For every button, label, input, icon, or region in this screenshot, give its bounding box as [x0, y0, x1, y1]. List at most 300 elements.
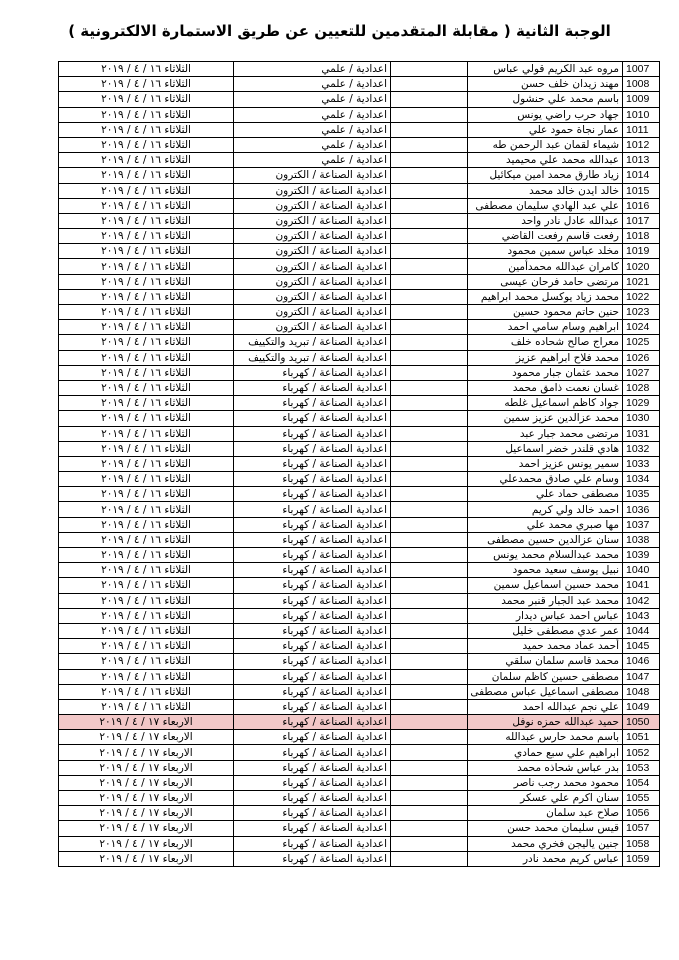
interview-date: الثلاثاء ١٦ / ٤ / ٢٠١٩: [59, 669, 234, 684]
table-row: [59, 62, 660, 77]
applicant-name: غسان نعمت ذامق محمد: [468, 380, 623, 395]
applicant-name: سنان عزالدين حسين مصطفى: [468, 532, 623, 547]
applicant-name: باسم محمد حارس عبدالله: [468, 730, 623, 745]
blank-cell: [391, 517, 468, 532]
applicant-name: باسم محمد علي حنشول: [468, 92, 623, 107]
qualification: اعدادية الصناعة / كهرباء: [234, 775, 391, 790]
applicant-name: مهند زيدان خلف حسن: [468, 77, 623, 92]
interview-date: الثلاثاء ١٦ / ٤ / ٢٠١٩: [59, 639, 234, 654]
qualification: اعدادية الصناعة / الكترون: [234, 183, 391, 198]
row-number: 1034: [623, 472, 660, 487]
blank-cell: [391, 335, 468, 350]
applicant-name: مها صبري محمد علي: [468, 517, 623, 532]
table-row: [59, 396, 660, 411]
qualification: اعدادية الصناعة / كهرباء: [234, 426, 391, 441]
row-number: 1049: [623, 699, 660, 714]
interview-date: الثلاثاء ١٦ / ٤ / ٢٠١٩: [59, 578, 234, 593]
row-number: 1018: [623, 229, 660, 244]
table-row: [59, 760, 660, 775]
table-row: [59, 137, 660, 152]
applicant-name: شيماء لقمان عبد الرحمن طه: [468, 137, 623, 152]
qualification: اعدادية الصناعة / الكترون: [234, 274, 391, 289]
blank-cell: [391, 791, 468, 806]
blank-cell: [391, 699, 468, 714]
interview-date: الثلاثاء ١٦ / ٤ / ٢٠١٩: [59, 274, 234, 289]
qualification: اعدادية / علمي: [234, 92, 391, 107]
interview-date: الاربعاء ١٧ / ٤ / ٢٠١٩: [59, 745, 234, 760]
interview-date: الثلاثاء ١٦ / ٤ / ٢٠١٩: [59, 456, 234, 471]
table-row: [59, 791, 660, 806]
blank-cell: [391, 806, 468, 821]
row-number: 1022: [623, 289, 660, 304]
blank-cell: [391, 380, 468, 395]
qualification: اعدادية / علمي: [234, 62, 391, 77]
applicant-name: مصطفى اسماعيل عباس مصطفى: [468, 684, 623, 699]
qualification: اعدادية الصناعة / كهرباء: [234, 380, 391, 395]
blank-cell: [391, 563, 468, 578]
row-number: 1039: [623, 548, 660, 563]
row-number: 1007: [623, 62, 660, 77]
applicant-name: مصطفى حسين كاظم سلمان: [468, 669, 623, 684]
blank-cell: [391, 456, 468, 471]
table-row: [59, 441, 660, 456]
interview-date: الاربعاء ١٧ / ٤ / ٢٠١٩: [59, 851, 234, 866]
qualification: اعدادية الصناعة / كهرباء: [234, 365, 391, 380]
blank-cell: [391, 836, 468, 851]
blank-cell: [391, 350, 468, 365]
applicant-name: جواد كاظم اسماعيل غلطه: [468, 396, 623, 411]
qualification: اعدادية الصناعة / كهرباء: [234, 760, 391, 775]
interview-date: الثلاثاء ١٦ / ٤ / ٢٠١٩: [59, 107, 234, 122]
blank-cell: [391, 639, 468, 654]
row-number: 1014: [623, 168, 660, 183]
interview-date: الاربعاء ١٧ / ٤ / ٢٠١٩: [59, 821, 234, 836]
interview-date: الاربعاء ١٧ / ٤ / ٢٠١٩: [59, 760, 234, 775]
interview-date: الثلاثاء ١٦ / ٤ / ٢٠١٩: [59, 153, 234, 168]
row-number: 1019: [623, 244, 660, 259]
table-row: [59, 456, 660, 471]
qualification: اعدادية الصناعة / كهرباء: [234, 411, 391, 426]
qualification: اعدادية الصناعة / كهرباء: [234, 487, 391, 502]
blank-cell: [391, 654, 468, 669]
qualification: اعدادية الصناعة / كهرباء: [234, 684, 391, 699]
qualification: اعدادية الصناعة / كهرباء: [234, 593, 391, 608]
blank-cell: [391, 532, 468, 547]
qualification: اعدادية الصناعة / كهرباء: [234, 396, 391, 411]
row-number: 1024: [623, 320, 660, 335]
applicant-name: عباس كريم محمد نادر: [468, 851, 623, 866]
applicant-name: مروه عبد الكريم قولي عباس: [468, 62, 623, 77]
qualification: اعدادية الصناعة / كهرباء: [234, 851, 391, 866]
row-number: 1009: [623, 92, 660, 107]
applicant-name: هادي قلندر خضر اسماعيل: [468, 441, 623, 456]
interview-date: الثلاثاء ١٦ / ٤ / ٢٠١٩: [59, 532, 234, 547]
blank-cell: [391, 760, 468, 775]
applicant-name: سمير يونس عزيز احمد: [468, 456, 623, 471]
interview-date: الثلاثاء ١٦ / ٤ / ٢٠١٩: [59, 198, 234, 213]
applicant-name: أحمد عماد محمد حميد: [468, 639, 623, 654]
qualification: اعدادية الصناعة / الكترون: [234, 320, 391, 335]
interview-date: الثلاثاء ١٦ / ٤ / ٢٠١٩: [59, 92, 234, 107]
interview-date: الثلاثاء ١٦ / ٤ / ٢٠١٩: [59, 441, 234, 456]
blank-cell: [391, 107, 468, 122]
applicant-name: حنين حاتم محمود حسين: [468, 305, 623, 320]
qualification: اعدادية الصناعة / الكترون: [234, 259, 391, 274]
blank-cell: [391, 821, 468, 836]
row-number: 1010: [623, 107, 660, 122]
table-row: [59, 623, 660, 638]
blank-cell: [391, 502, 468, 517]
applicant-name: حميد عبدالله حمزه نوفل: [468, 715, 623, 730]
interview-date: الثلاثاء ١٦ / ٤ / ٢٠١٩: [59, 62, 234, 77]
blank-cell: [391, 168, 468, 183]
table-row: [59, 775, 660, 790]
blank-cell: [391, 62, 468, 77]
row-number: 1038: [623, 532, 660, 547]
row-number: 1052: [623, 745, 660, 760]
blank-cell: [391, 745, 468, 760]
row-number: 1017: [623, 213, 660, 228]
interview-date: الثلاثاء ١٦ / ٤ / ٢٠١٩: [59, 548, 234, 563]
blank-cell: [391, 715, 468, 730]
interview-date: الثلاثاء ١٦ / ٤ / ٢٠١٩: [59, 77, 234, 92]
applicant-name: محمد عزالدين عزيز سمين: [468, 411, 623, 426]
table-row: [59, 730, 660, 745]
interview-date: الثلاثاء ١٦ / ٤ / ٢٠١٩: [59, 684, 234, 699]
table-row: [59, 274, 660, 289]
blank-cell: [391, 548, 468, 563]
interview-date: الثلاثاء ١٦ / ٤ / ٢٠١٩: [59, 259, 234, 274]
table-row: [59, 851, 660, 866]
table-row: [59, 608, 660, 623]
table-row: [59, 168, 660, 183]
row-number: 1013: [623, 153, 660, 168]
applicants-table: [58, 61, 660, 867]
interview-date: الثلاثاء ١٦ / ٤ / ٢٠١٩: [59, 122, 234, 137]
interview-date: الثلاثاء ١٦ / ٤ / ٢٠١٩: [59, 517, 234, 532]
table-row: [59, 593, 660, 608]
applicant-name: عباس احمد عباس ديدار: [468, 608, 623, 623]
table-row: [59, 198, 660, 213]
qualification: اعدادية الصناعة / كهرباء: [234, 532, 391, 547]
row-number: 1012: [623, 137, 660, 152]
interview-date: الثلاثاء ١٦ / ٤ / ٢٠١٩: [59, 593, 234, 608]
applicants-table-body: [59, 62, 660, 867]
applicant-name: عمر عدي مصطفى خليل: [468, 623, 623, 638]
applicant-name: وسام علي صادق محمدعلي: [468, 472, 623, 487]
applicant-name: محمد زياد يوكسل محمد ابراهيم: [468, 289, 623, 304]
applicant-name: خالد ايدن خالد محمد: [468, 183, 623, 198]
row-number: 1030: [623, 411, 660, 426]
page-title: الوجبة الثانية ( مقابلة المتقدمين للتعيين عن طريق الاستمارة الالكترونية ): [68, 22, 611, 40]
interview-date: الثلاثاء ١٦ / ٤ / ٢٠١٩: [59, 350, 234, 365]
qualification: اعدادية / علمي: [234, 122, 391, 137]
table-row: [59, 578, 660, 593]
table-row: [59, 229, 660, 244]
row-number: 1054: [623, 775, 660, 790]
qualification: اعدادية الصناعة / كهرباء: [234, 730, 391, 745]
row-number: 1020: [623, 259, 660, 274]
applicant-name: عبدالله عادل نادر واحد: [468, 213, 623, 228]
blank-cell: [391, 441, 468, 456]
row-number: 1041: [623, 578, 660, 593]
blank-cell: [391, 487, 468, 502]
qualification: اعدادية الصناعة / كهرباء: [234, 806, 391, 821]
qualification: اعدادية الصناعة / الكترون: [234, 289, 391, 304]
qualification: اعدادية الصناعة / كهرباء: [234, 472, 391, 487]
row-number: 1031: [623, 426, 660, 441]
applicant-name: مصطفى حماد علي: [468, 487, 623, 502]
table-row: [59, 380, 660, 395]
qualification: اعدادية الصناعة / كهرباء: [234, 456, 391, 471]
row-number: 1045: [623, 639, 660, 654]
interview-date: الثلاثاء ١٦ / ٤ / ٢٠١٩: [59, 487, 234, 502]
blank-cell: [391, 623, 468, 638]
row-number: 1033: [623, 456, 660, 471]
interview-date: الثلاثاء ١٦ / ٤ / ٢٠١٩: [59, 563, 234, 578]
table-row: [59, 92, 660, 107]
interview-date: الثلاثاء ١٦ / ٤ / ٢٠١٩: [59, 396, 234, 411]
blank-cell: [391, 122, 468, 137]
row-number: 1058: [623, 836, 660, 851]
interview-date: الثلاثاء ١٦ / ٤ / ٢٠١٩: [59, 168, 234, 183]
applicant-name: رفعت قاسم رفعت القاضي: [468, 229, 623, 244]
interview-date: الثلاثاء ١٦ / ٤ / ٢٠١٩: [59, 213, 234, 228]
blank-cell: [391, 472, 468, 487]
applicant-name: علي نجم عبدالله احمد: [468, 699, 623, 714]
qualification: اعدادية الصناعة / تبريد والتكييف: [234, 350, 391, 365]
blank-cell: [391, 77, 468, 92]
table-row: [59, 153, 660, 168]
row-number: 1035: [623, 487, 660, 502]
row-number: 1029: [623, 396, 660, 411]
applicant-name: بدر عباس شحاذه محمد: [468, 760, 623, 775]
qualification: اعدادية الصناعة / كهرباء: [234, 715, 391, 730]
table-row: [59, 289, 660, 304]
applicant-name: صلاح عبد سلمان: [468, 806, 623, 821]
blank-cell: [391, 244, 468, 259]
row-number: 1011: [623, 122, 660, 137]
qualification: اعدادية الصناعة / كهرباء: [234, 623, 391, 638]
blank-cell: [391, 851, 468, 866]
row-number: 1015: [623, 183, 660, 198]
table-row: [59, 426, 660, 441]
table-row: [59, 684, 660, 699]
qualification: اعدادية الصناعة / كهرباء: [234, 502, 391, 517]
interview-date: الاربعاء ١٧ / ٤ / ٢٠١٩: [59, 806, 234, 821]
applicant-name: معراج صالح شحاده خلف: [468, 335, 623, 350]
row-number: 1042: [623, 593, 660, 608]
interview-date: الثلاثاء ١٦ / ٤ / ٢٠١٩: [59, 183, 234, 198]
blank-cell: [391, 305, 468, 320]
row-number: 1044: [623, 623, 660, 638]
table-row: [59, 806, 660, 821]
interview-date: الثلاثاء ١٦ / ٤ / ٢٠١٩: [59, 472, 234, 487]
table-row: [59, 244, 660, 259]
row-number: 1021: [623, 274, 660, 289]
applicant-name: جهاد حرب راضي يونس: [468, 107, 623, 122]
applicant-name: كامران عبدالله محمدأمين: [468, 259, 623, 274]
interview-date: الاربعاء ١٧ / ٤ / ٢٠١٩: [59, 836, 234, 851]
row-number: 1055: [623, 791, 660, 806]
blank-cell: [391, 229, 468, 244]
row-number: 1051: [623, 730, 660, 745]
table-row: [59, 517, 660, 532]
qualification: اعدادية الصناعة / كهرباء: [234, 608, 391, 623]
table-row: [59, 821, 660, 836]
blank-cell: [391, 593, 468, 608]
table-row: [59, 122, 660, 137]
table-row: [59, 669, 660, 684]
row-number: 1027: [623, 365, 660, 380]
table-row-highlighted: [59, 715, 660, 730]
table-row: [59, 77, 660, 92]
applicant-name: عمار نجاة حمود علي: [468, 122, 623, 137]
interview-date: الثلاثاء ١٦ / ٤ / ٢٠١٩: [59, 411, 234, 426]
row-number: 1016: [623, 198, 660, 213]
applicant-name: زياد طارق محمد امين ميكائيل: [468, 168, 623, 183]
applicant-name: مرتضى حامد فرحان عيسى: [468, 274, 623, 289]
qualification: اعدادية الصناعة / كهرباء: [234, 517, 391, 532]
blank-cell: [391, 274, 468, 289]
interview-date: الثلاثاء ١٦ / ٤ / ٢٠١٩: [59, 335, 234, 350]
blank-cell: [391, 92, 468, 107]
qualification: اعدادية / علمي: [234, 137, 391, 152]
interview-date: الثلاثاء ١٦ / ٤ / ٢٠١٩: [59, 608, 234, 623]
row-number: 1008: [623, 77, 660, 92]
blank-cell: [391, 198, 468, 213]
row-number: 1025: [623, 335, 660, 350]
blank-cell: [391, 259, 468, 274]
row-number: 1053: [623, 760, 660, 775]
row-number: 1043: [623, 608, 660, 623]
table-row: [59, 213, 660, 228]
applicant-name: مخلد عباس سمين محمود: [468, 244, 623, 259]
interview-date: الثلاثاء ١٦ / ٤ / ٢٠١٩: [59, 137, 234, 152]
interview-date: الثلاثاء ١٦ / ٤ / ٢٠١٩: [59, 502, 234, 517]
table-row: [59, 563, 660, 578]
blank-cell: [391, 183, 468, 198]
table-row: [59, 183, 660, 198]
qualification: اعدادية الصناعة / كهرباء: [234, 578, 391, 593]
blank-cell: [391, 213, 468, 228]
qualification: اعدادية الصناعة / الكترون: [234, 168, 391, 183]
blank-cell: [391, 684, 468, 699]
applicant-name: احمد خالد ولي كريم: [468, 502, 623, 517]
row-number: 1023: [623, 305, 660, 320]
blank-cell: [391, 153, 468, 168]
interview-date: الثلاثاء ١٦ / ٤ / ٢٠١٩: [59, 623, 234, 638]
table-row: [59, 320, 660, 335]
interview-date: الثلاثاء ١٦ / ٤ / ٢٠١٩: [59, 229, 234, 244]
qualification: اعدادية الصناعة / الكترون: [234, 229, 391, 244]
qualification: اعدادية الصناعة / تبريد والتكييف: [234, 335, 391, 350]
applicant-name: نبيل يوسف سعيد محمود: [468, 563, 623, 578]
qualification: اعدادية الصناعة / كهرباء: [234, 669, 391, 684]
table-row: [59, 350, 660, 365]
table-row: [59, 745, 660, 760]
applicant-name: محمد عثمان جبار محمود: [468, 365, 623, 380]
table-row: [59, 639, 660, 654]
row-number: 1059: [623, 851, 660, 866]
table-row: [59, 107, 660, 122]
table-row: [59, 365, 660, 380]
qualification: اعدادية الصناعة / الكترون: [234, 244, 391, 259]
qualification: اعدادية الصناعة / الكترون: [234, 198, 391, 213]
blank-cell: [391, 137, 468, 152]
row-number: 1036: [623, 502, 660, 517]
applicant-name: عبدالله محمد علي محيميد: [468, 153, 623, 168]
interview-date: الثلاثاء ١٦ / ٤ / ٢٠١٩: [59, 320, 234, 335]
blank-cell: [391, 289, 468, 304]
applicant-name: ابراهيم علي سبع حمادي: [468, 745, 623, 760]
row-number: 1040: [623, 563, 660, 578]
table-row: [59, 305, 660, 320]
table-row: [59, 654, 660, 669]
interview-date: الثلاثاء ١٦ / ٤ / ٢٠١٩: [59, 654, 234, 669]
interview-date: الاربعاء ١٧ / ٤ / ٢٠١٩: [59, 775, 234, 790]
row-number: 1046: [623, 654, 660, 669]
table-row: [59, 699, 660, 714]
qualification: اعدادية الصناعة / كهرباء: [234, 548, 391, 563]
qualification: اعدادية الصناعة / الكترون: [234, 305, 391, 320]
blank-cell: [391, 320, 468, 335]
qualification: اعدادية / علمي: [234, 107, 391, 122]
applicant-name: علي عبد الهادي سليمان مصطفى: [468, 198, 623, 213]
applicant-name: محمد عبدالسلام محمد يونس: [468, 548, 623, 563]
qualification: اعدادية الصناعة / كهرباء: [234, 654, 391, 669]
applicant-name: قيس سليمان محمد حسن: [468, 821, 623, 836]
interview-date: الاربعاء ١٧ / ٤ / ٢٠١٩: [59, 791, 234, 806]
qualification: اعدادية / علمي: [234, 153, 391, 168]
blank-cell: [391, 730, 468, 745]
interview-date: الاربعاء ١٧ / ٤ / ٢٠١٩: [59, 715, 234, 730]
qualification: اعدادية / علمي: [234, 77, 391, 92]
applicant-name: محمد حسين اسماعيل سمين: [468, 578, 623, 593]
table-row: [59, 548, 660, 563]
row-number: 1050: [623, 715, 660, 730]
interview-date: الثلاثاء ١٦ / ٤ / ٢٠١٩: [59, 305, 234, 320]
row-number: 1057: [623, 821, 660, 836]
row-number: 1028: [623, 380, 660, 395]
blank-cell: [391, 578, 468, 593]
applicant-name: مرتضى محمد جبار عبد: [468, 426, 623, 441]
interview-date: الثلاثاء ١٦ / ٤ / ٢٠١٩: [59, 289, 234, 304]
row-number: 1056: [623, 806, 660, 821]
qualification: اعدادية الصناعة / كهرباء: [234, 639, 391, 654]
applicant-name: جنين ياليجن فخري محمد: [468, 836, 623, 851]
applicant-name: محمد فلاح ابراهيم عزيز: [468, 350, 623, 365]
qualification: اعدادية الصناعة / الكترون: [234, 213, 391, 228]
interview-date: الثلاثاء ١٦ / ٤ / ٢٠١٩: [59, 244, 234, 259]
blank-cell: [391, 365, 468, 380]
interview-date: الثلاثاء ١٦ / ٤ / ٢٠١٩: [59, 380, 234, 395]
applicant-name: محمد عبد الجبار قنبر محمد: [468, 593, 623, 608]
blank-cell: [391, 775, 468, 790]
applicant-name: ابراهيم وسام سامي احمد: [468, 320, 623, 335]
row-number: 1026: [623, 350, 660, 365]
table-row: [59, 335, 660, 350]
row-number: 1047: [623, 669, 660, 684]
table-row: [59, 411, 660, 426]
blank-cell: [391, 396, 468, 411]
qualification: اعدادية الصناعة / كهرباء: [234, 699, 391, 714]
qualification: اعدادية الصناعة / كهرباء: [234, 836, 391, 851]
table-row: [59, 472, 660, 487]
table-row: [59, 502, 660, 517]
interview-date: الثلاثاء ١٦ / ٤ / ٢٠١٩: [59, 699, 234, 714]
table-row: [59, 259, 660, 274]
